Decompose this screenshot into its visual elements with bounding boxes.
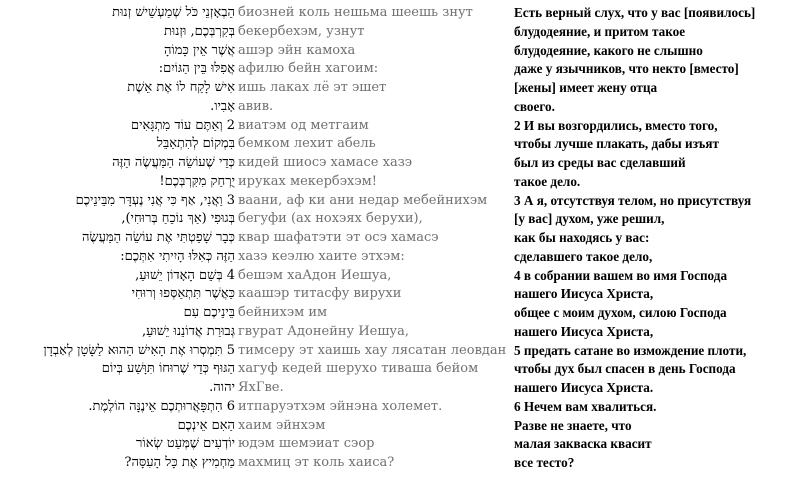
- russian-line: 2 И вы возгордились, вместо того,: [514, 117, 718, 133]
- hebrew-line: מַחְמִיץ אֶת כָּל הָעִסָּה?: [124, 455, 235, 470]
- transliteration-line: биозней коль нешьма шеешь знут: [238, 5, 473, 20]
- transliteration-line: бешэм хаАдон Иешуа,: [238, 267, 392, 283]
- russian-line: 4 в собрании вашем во имя Господа: [514, 267, 728, 283]
- hebrew-line: בִּמְקוֹם לְהִתְאַבֵּל: [156, 136, 235, 152]
- russian-line: [у вас] духом, уже решил,: [514, 211, 665, 227]
- transliteration-line: гвурат Адонейну Иешуа,: [238, 323, 409, 339]
- transliteration-line: квар шафатэти эт осэ хамасэ: [238, 230, 439, 245]
- russian-line: общее с моим духом, силою Господа: [514, 305, 727, 320]
- russian-line: малая закваска квасит: [514, 436, 652, 452]
- russian-line: Есть верный слух, что у вас [появилось]: [514, 5, 756, 20]
- hebrew-line: הַזֶּה כְּאִלּוּ הָיִיתִי אִתְּכֶם:: [120, 248, 235, 264]
- russian-column: [514, 4, 798, 473]
- hebrew-line: אֲשֶׁר אֵין כָּמוֹהָ: [163, 42, 235, 58]
- russian-line: такое дело.: [514, 173, 581, 189]
- russian-line: 6 Нечем вам хвалиться.: [514, 398, 657, 414]
- hebrew-line: כְּדֵי שֶׁעוֹשֵׂה הַמַּעֲשֶׂה הַזֶּה: [112, 155, 235, 170]
- hebrew-line: 2 וְאַתֶּם עוֹד מִתְגָּאִים: [130, 117, 235, 133]
- hebrew-column: [2, 4, 235, 473]
- transliteration-line: тимсеру эт хаишь хау лясатан леовдан: [238, 342, 507, 358]
- hebrew-line: הַגּוּף כְּדֵי שֶׁרוּחוֹ תִּוָּשַׁע בְּיוֹם: [101, 361, 235, 377]
- hebrew-line: אֲפִלּוּ בֵּין הַגּוֹיִם:: [158, 61, 235, 77]
- hebrew-line: כְּבָר שָׁפַטְתִּי אֶת עוֹשֵׂה הַמַּעֲשֶׂה: [81, 230, 235, 245]
- russian-line: нашего Иисуса Христа,: [514, 323, 654, 339]
- russian-line: блудодеяние, какого не слышно: [514, 42, 703, 58]
- hebrew-line: אָבִיו.: [210, 98, 235, 114]
- transliteration-line: авив.: [238, 98, 274, 114]
- russian-line: чтобы лучше плакать, дабы изъят: [514, 136, 719, 152]
- transliteration-line: афилю бейн хагоим:: [238, 61, 379, 77]
- transliteration-line: юдэм шемэиат сэор: [238, 436, 375, 452]
- hebrew-line: 4 בְּשֵׁם הָאָדוֹן יֵשׁוּעַ,: [135, 267, 235, 283]
- hebrew-line: 3 וַאֲנִי, אַף כִּי אֲנִי נֶעְדָּר מִבֵּינֵיכֶם: [75, 192, 235, 208]
- transliteration-line: хаим эйнхэм: [238, 417, 326, 433]
- hebrew-line: גְּבוּרַת אֲדוֹנֵנוּ יֵשׁוּעַ,: [141, 323, 235, 339]
- transliteration-line: итпаруэтхэм эйнэна холемет.: [238, 398, 443, 414]
- transliteration-line: виатэм од метгаим: [238, 117, 369, 133]
- hebrew-line: הַאִם אֵינְכֶם: [177, 417, 235, 433]
- transliteration-line: каашэр титасфу вирухи: [238, 286, 402, 302]
- russian-line: все тесто?: [514, 455, 575, 470]
- transliteration-line: бейнихэм им: [238, 305, 328, 320]
- hebrew-line: יהוה.: [209, 380, 235, 395]
- transliteration-line: ваани, аф ки ани недар мебейнихэм: [238, 192, 488, 208]
- transliteration-line: ируках мекербэхэм!: [238, 173, 377, 189]
- hebrew-line: בְּקִרְבְּכֶם, וּזְנוּת: [163, 23, 235, 39]
- russian-line: 3 А я, отсутствуя телом, но присутствуя: [514, 192, 752, 208]
- hebrew-line: בֵּינֵיכֶם עִם: [183, 305, 235, 320]
- transliteration-line: бегуфи (ах нохэях берухи),: [238, 211, 423, 227]
- transliteration-line: бекербехэм, узнут: [238, 23, 365, 39]
- transliteration-line: бемком лехит абель: [238, 136, 376, 152]
- russian-line: даже у язычников, что некто [вместо]: [514, 61, 739, 77]
- hebrew-line: 5 תִּמְסְרוּ אֶת הָאִישׁ הַהוּא לַשָּׂטָן לְאַבְדָן: [43, 342, 235, 358]
- russian-line: как бы находясь у вас:: [514, 230, 650, 245]
- transliteration-line: махмиц эт коль хаиса?: [238, 455, 395, 470]
- transliteration-column: [238, 4, 508, 473]
- transliteration-line: ЯхГве.: [238, 380, 284, 395]
- russian-line: нашего Иисуса Христа,: [514, 286, 654, 302]
- hebrew-line: יֻרְחַק מִקִּרְבְּכֶם!: [159, 173, 235, 189]
- russian-line: [жены] имеет жену отца: [514, 80, 658, 95]
- russian-line: своего.: [514, 98, 555, 114]
- hebrew-line: אִישׁ לָקַח לוֹ אֶת אֵשֶׁת: [127, 80, 235, 95]
- transliteration-line: хагуф кедей шерухо тиваша бейом: [238, 361, 479, 377]
- russian-line: блудодеяние, и притом такое: [514, 23, 686, 39]
- transliteration-line: ишь лаках лё эт эшет: [238, 80, 387, 95]
- russian-line: сделавшего такое дело,: [514, 248, 653, 264]
- russian-line: чтобы дух был спасен в день Господа: [514, 361, 736, 377]
- hebrew-line: הֵבְאָזְנֵי כֹּל שְׁמַעְשֵׁישׁ זְנוּת: [112, 5, 235, 20]
- russian-line: Разве не знаете, что: [514, 417, 632, 433]
- transliteration-line: хазэ кеэлю хаите этхэм:: [238, 248, 405, 264]
- hebrew-line: 6 הִתְפָּאֲרוּתְכֶם אֵינֶנָּה הוֹלֶמֶת.: [88, 398, 235, 414]
- russian-line: 5 предать сатане во измождение плоти,: [514, 342, 747, 358]
- hebrew-line: בְּגוּפִי (אַךְ נוֹכֵחַ בְּרוּחִי),: [121, 211, 235, 227]
- russian-line: нашего Иисуса Христа.: [514, 380, 654, 395]
- transliteration-line: ашэр эйн камоха: [238, 42, 356, 58]
- hebrew-line: יוֹדְעִים שֶׁמְּעַט שְׂאוֹר: [136, 436, 235, 452]
- hebrew-line: כַּאֲשֶׁר תִּתְאַסְּפוּ וְרוּחִי: [131, 286, 235, 302]
- transliteration-line: кидей шиосэ хамасе хазэ: [238, 155, 413, 170]
- russian-line: был из среды вас сделавший: [514, 155, 686, 170]
